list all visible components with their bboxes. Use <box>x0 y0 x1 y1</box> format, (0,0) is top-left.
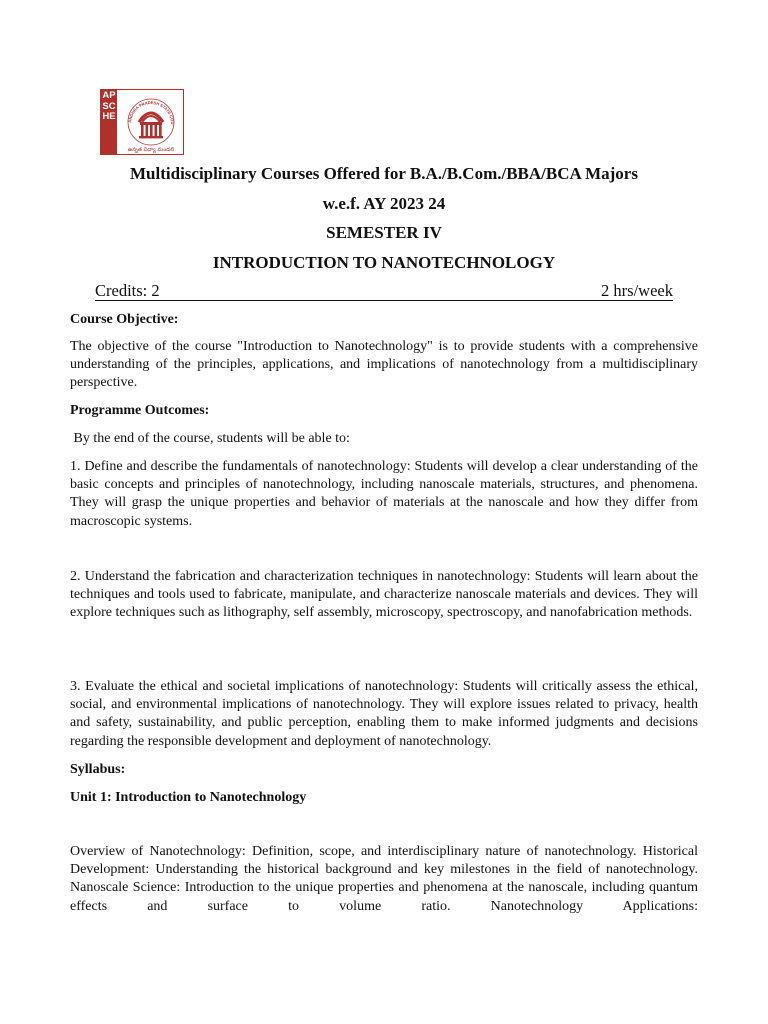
outcomes-intro: By the end of the course, students will be able to: <box>70 431 350 446</box>
unit-1-text: Overview of Nanotechnology: Definition, scope, and interdisciplinary nature of nanotechnology. Historical Development: Understanding the historical background and key milestones in the field of nanotechnology. Nanoscale Science: Introduction to the unique properties and phenomena at the nanoscale, including quantum effects and surface to volume ratio. Nanotechnology Applications: <box>70 844 698 914</box>
credits-label: Credits: 2 <box>95 281 160 300</box>
logo-acronym: APSCHE <box>101 90 117 154</box>
unit-1-heading: Unit 1: Introduction to Nanotechnology <box>70 790 307 805</box>
course-objective-text: The objective of the course "Introduction to Nanotechnology" is to provide students with a comprehensive understanding of the principles, applications, and implications of nanotechnology from a multidisciplinary perspective. <box>70 339 698 391</box>
emblem-icon <box>119 90 183 154</box>
outcome-3: 3. Evaluate the ethical and societal implications of nanotechnology: Students will critically assess the ethical, social, and environmental implications of nanotechnology. They will explore issues related to privacy, health and safety, sustainability, and public perception, enabling them to make informed judgments and decisions regarding the responsible development and deployment of nanotechnology. <box>70 679 698 749</box>
credits-row <box>95 281 673 301</box>
outcome-1: 1. Define and describe the fundamentals of nanotechnology: Students will develop a clear understanding of the basic concepts and principles of nanotechnology, including nanoscale materials, structures, and phenomena. They will grasp the unique properties and behavior of materials at the nanoscale and how they differ from macroscopic systems. <box>70 459 698 529</box>
semester-label: SEMESTER IV <box>326 223 442 242</box>
programme-outcomes-heading: Programme Outcomes: <box>70 403 210 418</box>
effective-year: w.e.f. AY 2023 24 <box>322 194 446 213</box>
apsche-logo <box>100 89 184 155</box>
outcome-2: 2. Understand the fabrication and characterization techniques in nanotechnology: Students will learn about the techniques and tools used to fabricate, manipulate, and characterize nanoscale materials and devices. They will explore techniques such as lithography, self assembly, microscopy, spectroscopy, and nanofabrication methods. <box>70 569 698 621</box>
hours-label: 2 hrs/week <box>601 281 673 300</box>
logo-ring-text: ANDHRA PRADESH STATE COU <box>127 99 176 125</box>
course-title: INTRODUCTION TO NANOTECHNOLOGY <box>212 253 556 272</box>
document-title: Multidisciplinary Courses Offered for B.A./B.Com./BBA/BCA Majors <box>130 164 638 183</box>
svg-text:ANDHRA PRADESH STATE COUNCIL O <box>119 90 175 125</box>
syllabus-heading: Syllabus: <box>70 762 126 777</box>
logo-telugu-text: ఉన్నత విద్యా మండలి <box>127 147 175 153</box>
course-objective-heading: Course Objective: <box>70 312 179 327</box>
